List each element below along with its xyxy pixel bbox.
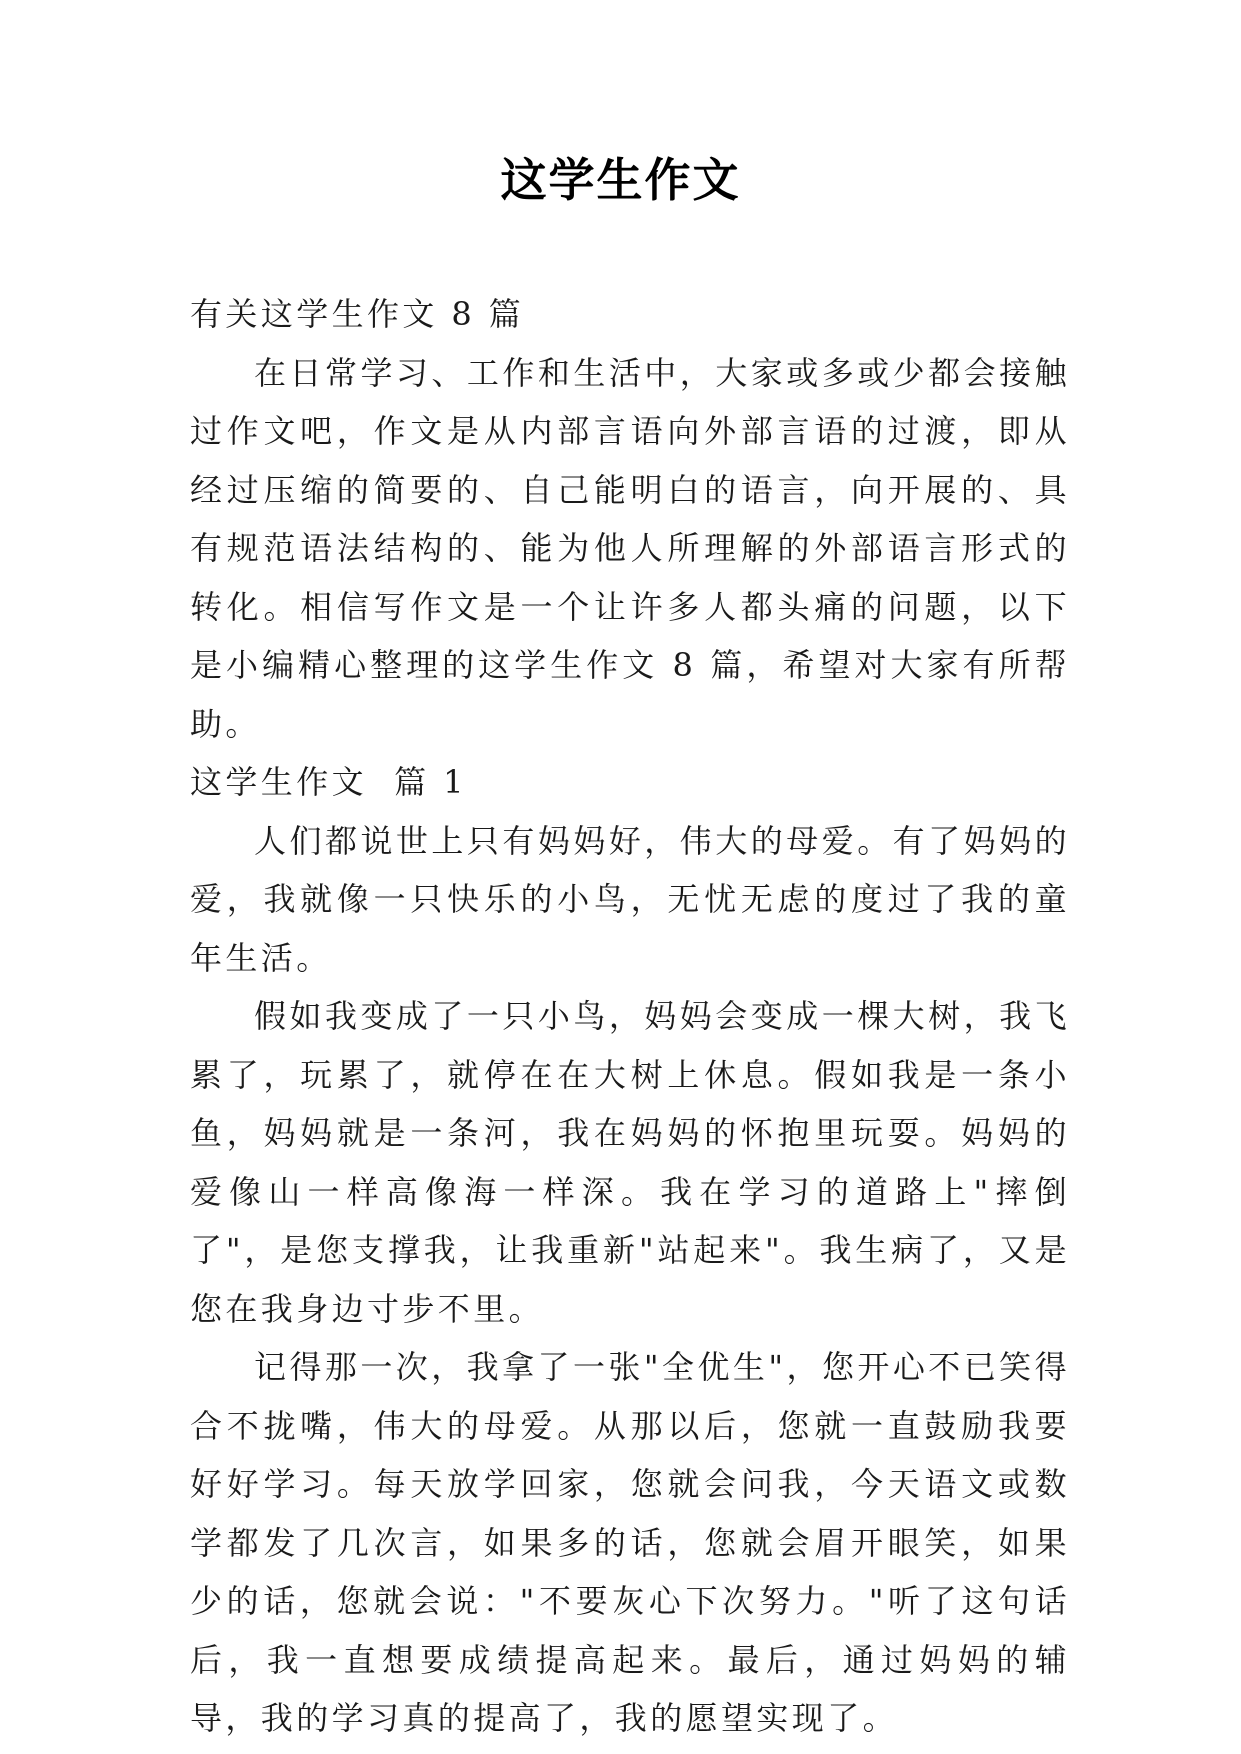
- section-heading: 这学生作文 篇 1: [190, 763, 467, 801]
- document-subtitle: 有关这学生作文 8 篇: [190, 295, 525, 333]
- essay-paragraph-1: 人们都说世上只有妈妈好，伟大的母爱。有了妈妈的爱，我就像一只快乐的小鸟，无忧无虑的度过了我的童年生活。: [190, 821, 1070, 977]
- essay-paragraph-3: 记得那一次，我拿了一张"全优生"，您开心不已笑得合不拢嘴，伟大的母爱。从那以后，您就一直鼓励我要好好学习。每天放学回家，您就会问我，今天语文或数学都发了几次言，如果多的话，您就会眉开眼笑，如果少的话，您就会说："不要灰心下次努力。"听了这句话后，我一直想要成绩提高起来。最后，通过妈妈的辅导，我的学习真的提高了，我的愿望实现了。: [190, 1348, 1070, 1737]
- document-body: [190, 285, 1070, 1748]
- essay-paragraph-2: 假如我变成了一只小鸟，妈妈会变成一棵大树，我飞累了，玩累了，就停在在大树上休息。假如我是一条小鱼，妈妈就是一条河，我在妈妈的怀抱里玩耍。妈妈的爱像山一样高像海一样深。我在学习的道路上"摔倒了"，是您支撑我，让我重新"站起来"。我生病了，又是您在我身边寸步不里。: [190, 997, 1070, 1328]
- intro-paragraph: 在日常学习、工作和生活中，大家或多或少都会接触过作文吧，作文是从内部言语向外部言语的过渡，即从经过压缩的简要的、自己能明白的语言，向开展的、具有规范语法结构的、能为他人所理解的外部语言形式的转化。相信写作文是一个让许多人都头痛的问题，以下是小编精心整理的这学生作文 8 篇，希望对大家有所帮助。: [190, 353, 1070, 743]
- document-title: 这学生作文: [500, 153, 741, 207]
